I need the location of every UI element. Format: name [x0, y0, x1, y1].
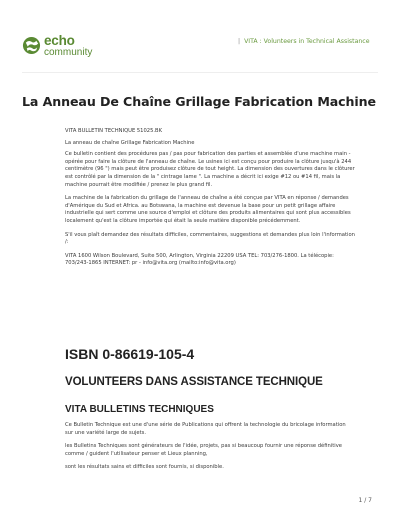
header-separator: | — [238, 38, 241, 45]
logo-echo-text: echo — [44, 33, 75, 48]
page-number: 1 / 7 — [358, 497, 372, 504]
bulletin-subtitle: La anneau de chaîne Grillage Fabrication Machine — [65, 139, 195, 146]
echo-globe-icon — [22, 36, 41, 55]
header-tagline-link[interactable]: VITA : Volunteers in Technical Assistance — [244, 38, 370, 45]
paragraph-history: La machine de la fabrication du grillage de l'anneau de chaîne a été conçue par VITA en réponse / demandes d'Amérique du Sud et Africa. au Botswana, la machine est devenue la base pour un petit grillage affaire industrielle qui sert comme une source d'emploi et clôture des produits alimentaires qui sont plus accessibles localement qu'est la clôture importée qui était la seule matière disponible précédemment. — [65, 195, 351, 224]
paragraph-series: Ce Bulletin Technique est une d'une série de Publications qui offrent la technologie du bricolage information sur une variété large de sujets. — [65, 422, 346, 436]
volunteers-heading: VOLUNTEERS DANS ASSISTANCE TECHNIQUE — [65, 376, 323, 388]
logo-community-text: community — [44, 46, 93, 58]
header-tagline[interactable] — [238, 38, 370, 45]
bulletin-code: VITA BULLETIN TECHNIQUE 51025.BK — [65, 128, 162, 134]
header-divider — [22, 72, 378, 73]
bulletins-heading: VITA BULLETINS TECHNIQUES — [65, 404, 214, 415]
paragraph-contact: VITA 1600 Wilson Boulevard, Suite 500, Arlington, Virginia 22209 USA TEL: 703/276-1800. La télécopie: 703/243-1865 INTERNET: pr - info@vita.org (mailto:info@vita.org) — [65, 252, 334, 267]
echo-community-logo[interactable] — [22, 34, 92, 58]
paragraph-generators: les Bulletins Techniques sont générateurs de l'idée, projets, pas si beaucoup fournir une réponse définitive comme / guident l'utilisateur penser et Lieux planning, — [65, 443, 342, 457]
bulletins-body — [65, 422, 355, 478]
paragraph-description: Ce bulletin contient des procédures pas / pas pour fabrication des parties et assemblée d'une machine main - opérée pour faire la clôture de l'anneau de chaîne. Le usines ici est conçu pour produire la clôture jusqu'à 244 centimètre (96 ") mais peut être produisez clôture de tout height. La dimension des ouvertures dans le clôturer est contrôlé par la dimension de la " cintrage lame ". La machine a décrit ici exige #12 ou #14 fil, mais la machine pourrait être modifiée / prenez le plus grand fil. — [65, 151, 355, 188]
page-title: La Anneau De Chaîne Grillage Fabrication Machine — [22, 94, 376, 109]
paragraph-results: sont les résultats sains et difficiles sont fournis, si disponible. — [65, 464, 224, 471]
article-body — [65, 128, 355, 274]
paragraph-request: S'il vous plaît demandez des résultats difficiles, commentaires, suggestions et demandes plus loin l'information /: — [65, 231, 355, 246]
isbn-heading: ISBN 0-86619-105-4 — [65, 346, 195, 362]
